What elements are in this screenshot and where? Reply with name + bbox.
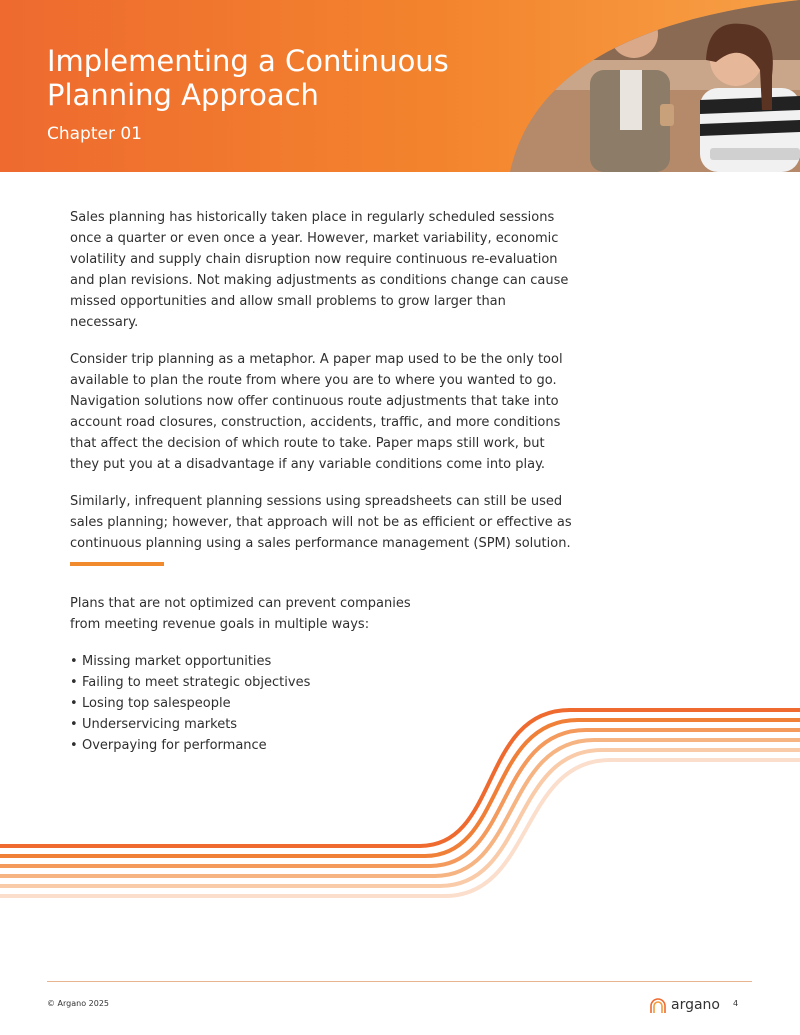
list-item: • Failing to meet strategic objectives [70,672,310,693]
chapter-label: Chapter 01 [47,124,143,144]
list-item: • Overpaying for performance [70,735,310,756]
footer-divider [47,981,752,982]
body-text [70,207,575,570]
header-photo [510,0,800,172]
intro-line-1: Plans that are not optimized can prevent companies [70,596,411,611]
list-item: • Underservicing markets [70,714,310,735]
intro-text [70,593,490,635]
list-item: • Missing market opportunities [70,651,310,672]
title-line-1: Implementing a Continuous [47,44,449,78]
argano-logo [648,995,720,1015]
paragraph-3: Similarly, infrequent planning sessions using spreadsheets can still be used sales planning; however, that approach will not be as efficient or effective as continuous planning using a sales performance management (SPM) solution. [70,494,572,551]
list-item: • Losing top salespeople [70,693,310,714]
page-number: 4 [733,999,739,1008]
paragraph-1: Sales planning has historically taken place in regularly scheduled sessions once a quarter or even once a year. However, market variability, economic volatility and supply chain disruption now require continuous re-evaluation and plan revisions. Not making adjustments as conditions change can cause missed opportunities and allow small problems to grow larger than necessary. [70,210,569,330]
logo-text: argano [671,997,720,1013]
intro-line-2: from meeting revenue goals in multiple ways: [70,617,370,632]
argano-arch-logo-icon [648,995,668,1015]
page-header [0,0,800,172]
paragraph-2: Consider trip planning as a metaphor. A paper map used to be the only tool available to plan the route from where you are to where you wanted to go. Navigation solutions now offer continuous route adjustments that take into account road closures, construction, accidents, traffic, and more conditions that affect the decision of which route to take. Paper maps still work, but they put you at a disadvantage if any variable conditions come into play. [70,352,563,472]
footer-copyright: © Argano 2025 [47,999,110,1008]
title-line-2: Planning Approach [47,78,319,112]
section-divider [70,562,164,566]
page-title [47,44,449,112]
decorative-waves [0,700,800,910]
